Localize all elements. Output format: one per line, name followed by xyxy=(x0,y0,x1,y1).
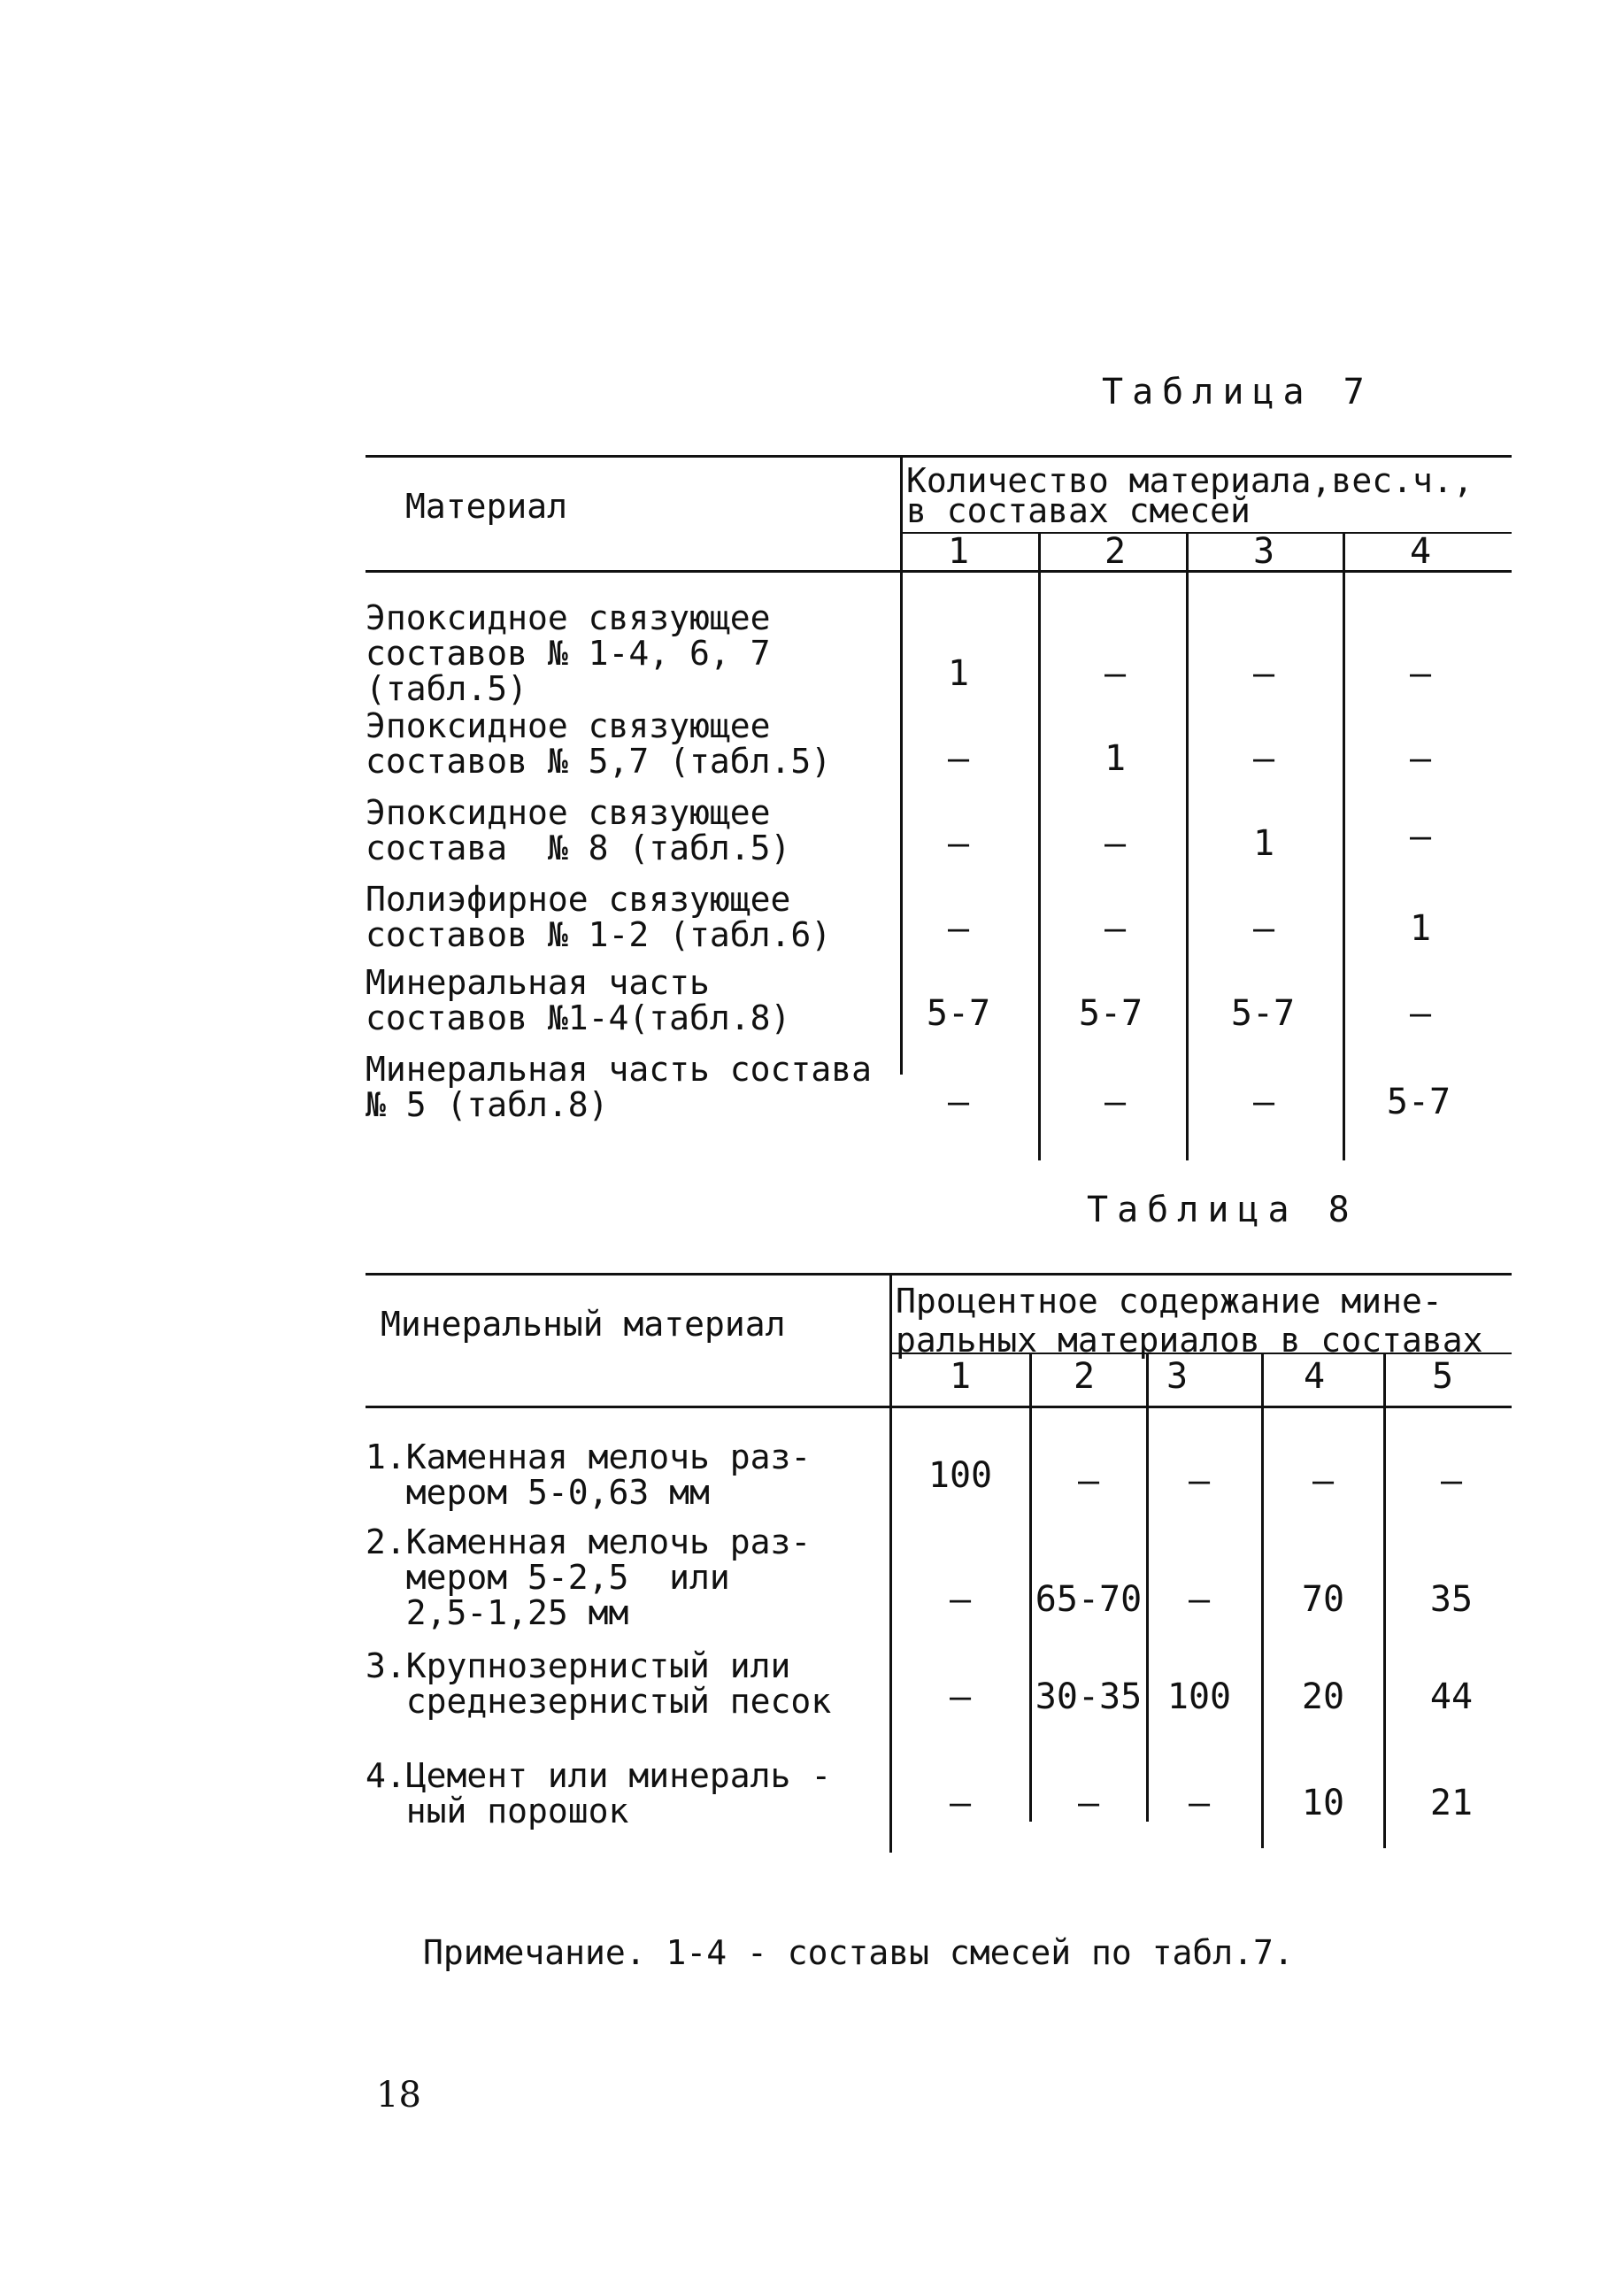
table7-cell: – xyxy=(947,823,970,864)
table7-cell: 5-7 xyxy=(1386,1082,1451,1122)
table8-mix-number: 1 xyxy=(949,1356,972,1397)
table8-cell: – xyxy=(1188,1460,1211,1501)
table8-cell: – xyxy=(1188,1579,1211,1620)
table7-row-material: Эпоксидное связующее состава № 8 (табл.5) xyxy=(366,793,791,867)
table7-cell: – xyxy=(1409,816,1432,857)
table8-divider-col3 xyxy=(1146,1353,1149,1822)
table7-cell: 1 xyxy=(1104,738,1127,779)
table8-cell: 100 xyxy=(1166,1676,1232,1717)
table8-row-material: 2.Каменная мелочь раз- мером 5-2,5 или 2,5-1,25 мм xyxy=(366,1522,812,1632)
table7-cell: 5-7 xyxy=(1078,993,1143,1034)
table8-cell: – xyxy=(1440,1460,1463,1501)
table8-row-material: 4.Цемент или минераль - ный порошок xyxy=(366,1756,832,1830)
table8-header-material: Минеральный материал xyxy=(381,1305,786,1344)
table7-divider-col2 xyxy=(1038,532,1041,1160)
table8-header-percent: Процентное содержание мине- ральных материалов в составах xyxy=(896,1282,1483,1360)
table8-top-rule xyxy=(366,1273,1512,1276)
table7-cell: 1 xyxy=(1409,908,1432,949)
table8-cell: – xyxy=(1188,1783,1211,1823)
table7-cell: – xyxy=(947,738,970,779)
table7-mix-number: 1 xyxy=(947,531,970,572)
table8-divider-col4 xyxy=(1261,1353,1264,1848)
table8-cell: – xyxy=(1077,1783,1100,1823)
table8-divider-col5 xyxy=(1383,1353,1386,1848)
table7-header-material: Материал xyxy=(405,487,568,526)
table8-cell: – xyxy=(949,1783,972,1823)
table7-divider-col4 xyxy=(1343,532,1345,1160)
table8-cell: – xyxy=(949,1579,972,1620)
table7-row-material: Минеральная часть состава № 5 (табл.8) xyxy=(366,1050,872,1124)
table8-cell: – xyxy=(1077,1460,1100,1501)
table7-caption: Таблица 7 xyxy=(1102,372,1374,412)
table8-cell: 35 xyxy=(1429,1579,1474,1620)
table7-row-material: Эпоксидное связующее составов № 1-4, 6, 7 (табл.5) xyxy=(366,598,771,708)
table8-mix-number: 3 xyxy=(1166,1356,1189,1397)
table8-cell: 44 xyxy=(1429,1676,1474,1717)
table8-divider-material xyxy=(889,1273,892,1853)
table7-cell: 1 xyxy=(1252,823,1275,864)
table7-cell: – xyxy=(1409,993,1432,1034)
table7-cell: – xyxy=(1252,653,1275,694)
page-number: 18 xyxy=(376,2075,421,2116)
table8-cell: 10 xyxy=(1301,1783,1345,1823)
table8-cell: 70 xyxy=(1301,1579,1345,1620)
table7-header-quantity: Количество материала,вес.ч., в составах смесей xyxy=(906,461,1474,530)
table7-cell: – xyxy=(1252,1082,1275,1122)
table8-mix-number: 2 xyxy=(1073,1356,1096,1397)
table8-cell: 30-35 xyxy=(1035,1676,1143,1717)
table8-mix-number: 5 xyxy=(1431,1356,1454,1397)
table7-cell: 5-7 xyxy=(926,993,991,1034)
table8-cell: – xyxy=(949,1676,972,1717)
table7-cell: – xyxy=(1104,1082,1127,1122)
table7-divider-col3 xyxy=(1186,532,1189,1160)
table7-cell: – xyxy=(1104,823,1127,864)
table7-row-material: Минеральная часть составов №1-4(табл.8) xyxy=(366,963,791,1037)
table8-cell: 65-70 xyxy=(1035,1579,1143,1620)
table7-divider-material xyxy=(900,455,903,1075)
table7-cell: 1 xyxy=(947,653,970,694)
table8-cell: 20 xyxy=(1301,1676,1345,1717)
table7-mix-number: 4 xyxy=(1409,531,1432,572)
table7-row-material: Полиэфирное связующее составов № 1-2 (табл.6) xyxy=(366,880,832,954)
table8-cell: 100 xyxy=(927,1455,993,1496)
table7-cell: – xyxy=(1252,738,1275,779)
table8-header-bottom-rule xyxy=(366,1406,1512,1408)
table7-cell: – xyxy=(1409,738,1432,779)
table7-cell: – xyxy=(1409,653,1432,694)
table8-cell: – xyxy=(1312,1460,1335,1501)
table8-cell: 21 xyxy=(1429,1783,1474,1823)
table7-cell: – xyxy=(1104,653,1127,694)
table7-cell: – xyxy=(947,1082,970,1122)
table8-caption: Таблица 8 xyxy=(1087,1190,1358,1230)
table8-mix-number: 4 xyxy=(1303,1356,1326,1397)
table8-row-material: 1.Каменная мелочь раз- мером 5-0,63 мм xyxy=(366,1437,812,1512)
table7-cell: – xyxy=(1252,908,1275,949)
table7-mix-number: 3 xyxy=(1252,531,1275,572)
table7-top-rule xyxy=(366,455,1512,458)
table7-row-material: Эпоксидное связующее составов № 5,7 (табл.5) xyxy=(366,706,832,781)
table8-row-material: 3.Крупнозернистый или среднезернистый песок xyxy=(366,1646,832,1721)
table7-cell: 5-7 xyxy=(1230,993,1296,1034)
table7-mix-number: 2 xyxy=(1104,531,1127,572)
table-note: Примечание. 1-4 - составы смесей по табл.7. xyxy=(423,1933,1294,1972)
table7-cell: – xyxy=(1104,908,1127,949)
table7-cell: – xyxy=(947,908,970,949)
